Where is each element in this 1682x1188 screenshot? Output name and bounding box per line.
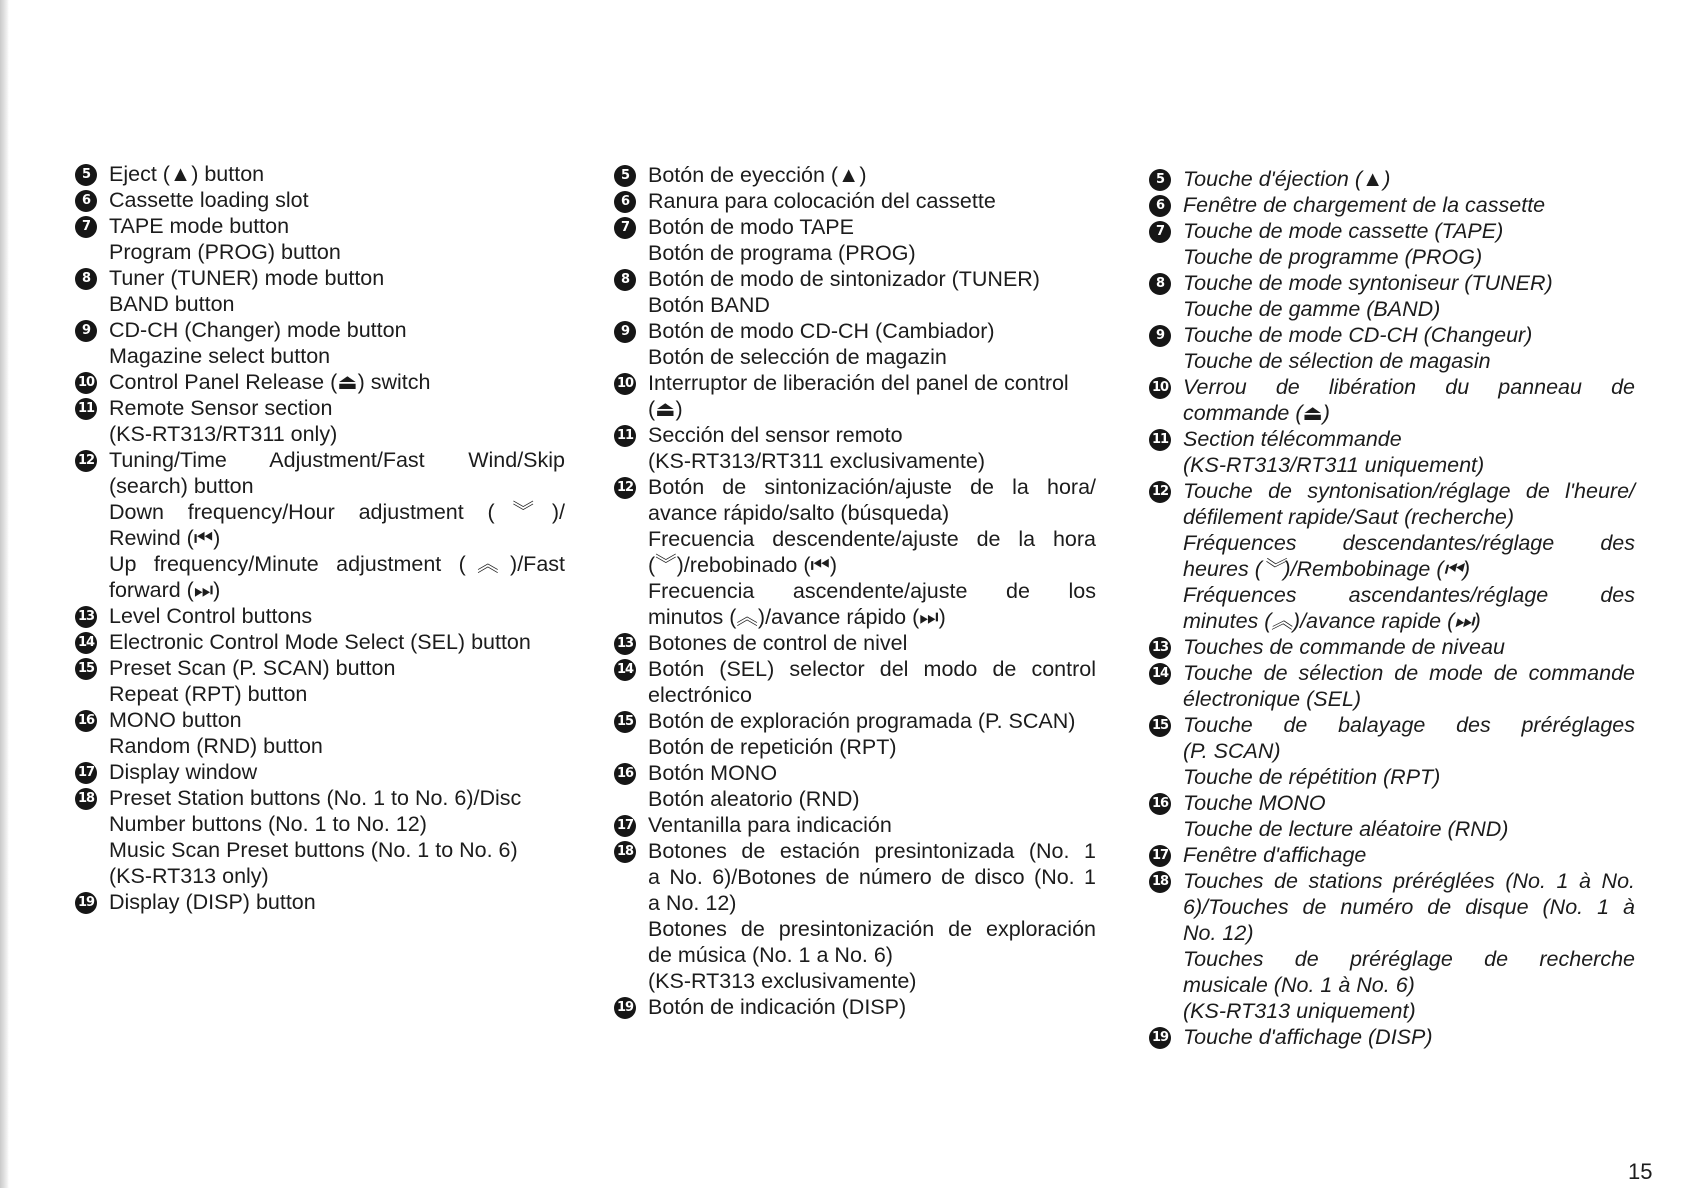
callout-number-badge: 6	[614, 191, 636, 213]
column-english	[75, 161, 565, 915]
callout-text-line: Touche MONO	[1183, 791, 1326, 815]
callout-text-line: (KS-RT313 only)	[109, 864, 269, 888]
callout-text-line: Touches de stations préréglées (No. 1 à No.	[1183, 869, 1635, 893]
callout-item	[75, 317, 565, 369]
callout-text-line: (KS-RT313/RT311 uniquement)	[1183, 453, 1485, 477]
callout-text-line: TAPE mode button	[109, 214, 290, 238]
callout-item	[75, 785, 565, 889]
callout-item	[1149, 270, 1635, 322]
callout-item	[614, 266, 1096, 318]
callout-number-badge: 5	[1149, 169, 1171, 191]
callout-text-line: Fenêtre de chargement de la cassette	[1183, 193, 1546, 217]
callout-text-line: Remote Sensor section	[109, 396, 333, 420]
callout-number-badge: 13	[75, 606, 97, 628]
callout-item	[614, 422, 1096, 474]
callout-number-badge: 15	[75, 658, 97, 680]
callout-number-badge: 15	[614, 711, 636, 733]
callout-number-badge: 11	[75, 398, 97, 420]
callout-text-line: (KS-RT313 uniquement)	[1183, 999, 1416, 1023]
callout-text-line: avance rápido/salto (búsqueda)	[648, 501, 950, 525]
callout-text-line: Botones de control de nivel	[648, 631, 908, 655]
callout-text-line: Repeat (RPT) button	[109, 682, 308, 706]
callout-number-badge: 11	[614, 425, 636, 447]
callout-text-line: Tuner (TUNER) mode button	[109, 266, 385, 290]
callout-number-badge: 17	[614, 815, 636, 837]
callout-item	[1149, 322, 1635, 374]
callout-number-badge: 6	[75, 190, 97, 212]
callout-text-line: (P. SCAN)	[1183, 739, 1281, 763]
callout-number-badge: 16	[1149, 793, 1171, 815]
callout-text-line: Music Scan Preset buttons (No. 1 to No. 6)	[109, 838, 518, 862]
callout-item	[614, 708, 1096, 760]
callout-number-badge: 19	[614, 997, 636, 1019]
callout-number-badge: 9	[614, 321, 636, 343]
callout-text-line: Touche de lecture aléatoire (RND)	[1183, 817, 1509, 841]
callout-item	[614, 838, 1096, 994]
callout-item	[75, 629, 565, 655]
callout-number-badge: 14	[614, 659, 636, 681]
callout-item	[1149, 842, 1635, 868]
callout-item	[75, 889, 565, 915]
callout-text-line: Touches de préréglage de recherche	[1183, 947, 1635, 971]
callout-text-line: Botón de exploración programada (P. SCAN)	[648, 709, 1076, 733]
callout-number-badge: 13	[1149, 637, 1171, 659]
callout-item	[1149, 374, 1635, 426]
callout-text-line: minutos (︽)/avance rápido (⏭)	[648, 605, 946, 629]
callout-number-badge: 14	[1149, 663, 1171, 685]
callout-text-line: Touche de mode syntoniseur (TUNER)	[1183, 271, 1553, 295]
callout-text-line: Display window	[109, 760, 258, 784]
callout-number-badge: 12	[1149, 481, 1171, 503]
callout-item	[614, 656, 1096, 708]
callout-text-line: Botón de programa (PROG)	[648, 241, 916, 265]
callout-text-line: MONO button	[109, 708, 242, 732]
callout-text-line: Botón de indicación (DISP)	[648, 995, 907, 1019]
callout-number-badge: 9	[1149, 325, 1171, 347]
callout-text-line: Preset Scan (P. SCAN) button	[109, 656, 396, 680]
callout-number-badge: 7	[614, 217, 636, 239]
callout-text-line: Verrou de libération du panneau de	[1183, 375, 1635, 399]
callout-text-line: Frecuencia descendente/ajuste de la hora	[648, 527, 1096, 551]
callout-text-line: Cassette loading slot	[109, 188, 309, 212]
callout-text-line: Botón BAND	[648, 293, 770, 317]
callout-text-line: Electronic Control Mode Select (SEL) button	[109, 630, 531, 654]
callout-item	[75, 161, 565, 187]
callout-text-line: forward (⏭)	[109, 578, 221, 602]
callout-number-badge: 10	[614, 373, 636, 395]
callout-item	[614, 188, 1096, 214]
callout-number-badge: 18	[614, 841, 636, 863]
callout-item	[1149, 660, 1635, 712]
callout-text-line: Touche de gamme (BAND)	[1183, 297, 1441, 321]
callout-number-badge: 6	[1149, 195, 1171, 217]
callout-text-line: heures (︾)/Rembobinage (⏮)	[1183, 557, 1471, 581]
callout-text-line: Interruptor de liberación del panel de control	[648, 371, 1069, 395]
callout-text-line: Frecuencia ascendente/ajuste de los	[648, 579, 1096, 603]
callout-number-badge: 8	[614, 269, 636, 291]
callout-item	[75, 213, 565, 265]
callout-text-line: commande (⏏)	[1183, 401, 1330, 425]
callout-text-line: Number buttons (No. 1 to No. 12)	[109, 812, 427, 836]
callout-text-line: Botones de presintonización de exploración	[648, 917, 1096, 941]
callout-number-badge: 8	[75, 268, 97, 290]
callout-item	[1149, 868, 1635, 1024]
callout-item	[75, 369, 565, 395]
callout-text-line: Ventanilla para indicación	[648, 813, 892, 837]
callout-text-line: a No. 6)/Botones de número de disco (No. 1	[648, 865, 1096, 889]
callout-item	[614, 214, 1096, 266]
callout-item	[1149, 712, 1635, 790]
callout-text-line: Tuning/Time Adjustment/Fast Wind/Skip	[109, 448, 565, 472]
callout-number-badge: 7	[75, 216, 97, 238]
callout-number-badge: 12	[75, 450, 97, 472]
callout-item	[75, 759, 565, 785]
callout-text-line: musicale (No. 1 à No. 6)	[1183, 973, 1415, 997]
callout-text-line: Botón de modo de sintonizador (TUNER)	[648, 267, 1040, 291]
callout-number-badge: 16	[614, 763, 636, 785]
callout-text-line: (search) button	[109, 474, 254, 498]
callout-number-badge: 13	[614, 633, 636, 655]
callout-text-line: Magazine select button	[109, 344, 331, 368]
callout-text-line: Program (PROG) button	[109, 240, 341, 264]
callout-text-line: (KS-RT313 exclusivamente)	[648, 969, 917, 993]
callout-item	[75, 395, 565, 447]
callout-item	[1149, 634, 1635, 660]
callout-text-line: Touche d'affichage (DISP)	[1183, 1025, 1433, 1049]
callout-text-line: Sección del sensor remoto	[648, 423, 903, 447]
callout-item	[1149, 1024, 1635, 1050]
callout-text-line: Fenêtre d'affichage	[1183, 843, 1367, 867]
callout-text-line: a No. 12)	[648, 891, 737, 915]
callout-text-line: Botón de modo CD-CH (Cambiador)	[648, 319, 995, 343]
callout-number-badge: 8	[1149, 273, 1171, 295]
callout-text-line: minutes (︽)/avance rapide (⏭)	[1183, 609, 1481, 633]
callout-text-line: CD-CH (Changer) mode button	[109, 318, 407, 342]
callout-text-line: (KS-RT313/RT311 exclusivamente)	[648, 449, 985, 473]
callout-text-line: Section télécommande	[1183, 427, 1402, 451]
callout-text-line: Control Panel Release (⏏) switch	[109, 370, 431, 394]
callout-number-badge: 19	[75, 892, 97, 914]
callout-number-badge: 18	[75, 788, 97, 810]
callout-number-badge: 10	[1149, 377, 1171, 399]
callout-text-line: Botón aleatorio (RND)	[648, 787, 860, 811]
callout-text-line: défilement rapide/Saut (recherche)	[1183, 505, 1515, 529]
callout-number-badge: 17	[75, 762, 97, 784]
callout-number-badge: 12	[614, 477, 636, 499]
callout-text-line: Botón de eyección (▲)	[648, 163, 867, 187]
callout-item	[614, 318, 1096, 370]
callout-text-line: 6)/Touches de numéro de disque (No. 1 à	[1183, 895, 1635, 919]
callout-text-line: Touche de syntonisation/réglage de l'heure/	[1183, 479, 1635, 503]
callout-text-line: Touche de sélection de magasin	[1183, 349, 1491, 373]
callout-text-line: Fréquences descendantes/réglage des	[1183, 531, 1635, 555]
callout-number-badge: 15	[1149, 715, 1171, 737]
callout-text-line: Touche de balayage des préréglages	[1183, 713, 1635, 737]
callout-text-line: Botón MONO	[648, 761, 778, 785]
callout-number-badge: 16	[75, 710, 97, 732]
callout-item	[614, 474, 1096, 630]
callout-number-badge: 5	[614, 165, 636, 187]
callout-text-line: electrónico	[648, 683, 752, 707]
callout-number-badge: 9	[75, 320, 97, 342]
column-spanish	[614, 162, 1096, 1020]
callout-item	[75, 707, 565, 759]
callout-item	[614, 812, 1096, 838]
callout-text-line: Up frequency/Minute adjustment (︽)/Fast	[109, 552, 565, 576]
callout-text-line: Botón de modo TAPE	[648, 215, 854, 239]
callout-item	[614, 760, 1096, 812]
callout-item	[1149, 192, 1635, 218]
callout-number-badge: 11	[1149, 429, 1171, 451]
page-binding-shadow	[0, 0, 9, 1188]
callout-item	[75, 655, 565, 707]
callout-text-line: Touche de mode cassette (TAPE)	[1183, 219, 1504, 243]
callout-text-line: Botones de estación presintonizada (No. 1	[648, 839, 1096, 863]
callout-item	[1149, 166, 1635, 192]
callout-text-line: de música (No. 1 a No. 6)	[648, 943, 893, 967]
callout-number-badge: 17	[1149, 845, 1171, 867]
callout-text-line: électronique (SEL)	[1183, 687, 1362, 711]
callout-text-line: Touche de programme (PROG)	[1183, 245, 1483, 269]
callout-text-line: (︾)/rebobinado (⏮)	[648, 553, 838, 577]
callout-text-line: Botón de sintonización/ajuste de la hora/	[648, 475, 1096, 499]
callout-text-line: Botón (SEL) selector del modo de control	[648, 657, 1096, 681]
callout-text-line: Eject (▲) button	[109, 162, 265, 186]
callout-item	[1149, 790, 1635, 842]
callout-item	[75, 603, 565, 629]
callout-text-line: Touche de mode CD-CH (Changeur)	[1183, 323, 1533, 347]
callout-text-line: Ranura para colocación del cassette	[648, 189, 996, 213]
callout-text-line: Touches de commande de niveau	[1183, 635, 1505, 659]
column-french	[1149, 166, 1635, 1050]
callout-text-line: No. 12)	[1183, 921, 1254, 945]
callout-number-badge: 5	[75, 164, 97, 186]
callout-text-line: Fréquences ascendantes/réglage des	[1183, 583, 1635, 607]
callout-text-line: Touche de répétition (RPT)	[1183, 765, 1441, 789]
callout-text-line: (⏏)	[648, 397, 683, 421]
callout-item	[75, 447, 565, 603]
callout-item	[1149, 478, 1635, 634]
callout-text-line: Rewind (⏮)	[109, 526, 221, 550]
callout-text-line: Preset Station buttons (No. 1 to No. 6)/Disc	[109, 786, 522, 810]
callout-item	[75, 265, 565, 317]
callout-text-line: Touche de sélection de mode de commande	[1183, 661, 1635, 685]
callout-text-line: Botón de selección de magazin	[648, 345, 947, 369]
callout-item	[614, 370, 1096, 422]
callout-item	[1149, 218, 1635, 270]
callout-item	[1149, 426, 1635, 478]
callout-number-badge: 7	[1149, 221, 1171, 243]
callout-text-line: BAND button	[109, 292, 235, 316]
callout-text-line: Display (DISP) button	[109, 890, 316, 914]
callout-item	[75, 187, 565, 213]
callout-text-line: Botón de repetición (RPT)	[648, 735, 897, 759]
callout-item	[614, 162, 1096, 188]
callout-text-line: (KS-RT313/RT311 only)	[109, 422, 338, 446]
callout-text-line: Random (RND) button	[109, 734, 323, 758]
callout-text-line: Level Control buttons	[109, 604, 313, 628]
callout-number-badge: 18	[1149, 871, 1171, 893]
callout-item	[614, 630, 1096, 656]
callout-text-line: Touche d'éjection (▲)	[1183, 167, 1391, 191]
callout-number-badge: 10	[75, 372, 97, 394]
page-number: 15	[1628, 1159, 1653, 1184]
callout-number-badge: 14	[75, 632, 97, 654]
callout-item	[614, 994, 1096, 1020]
callout-text-line: Down frequency/Hour adjustment (︾)/	[109, 500, 565, 524]
callout-number-badge: 19	[1149, 1027, 1171, 1049]
